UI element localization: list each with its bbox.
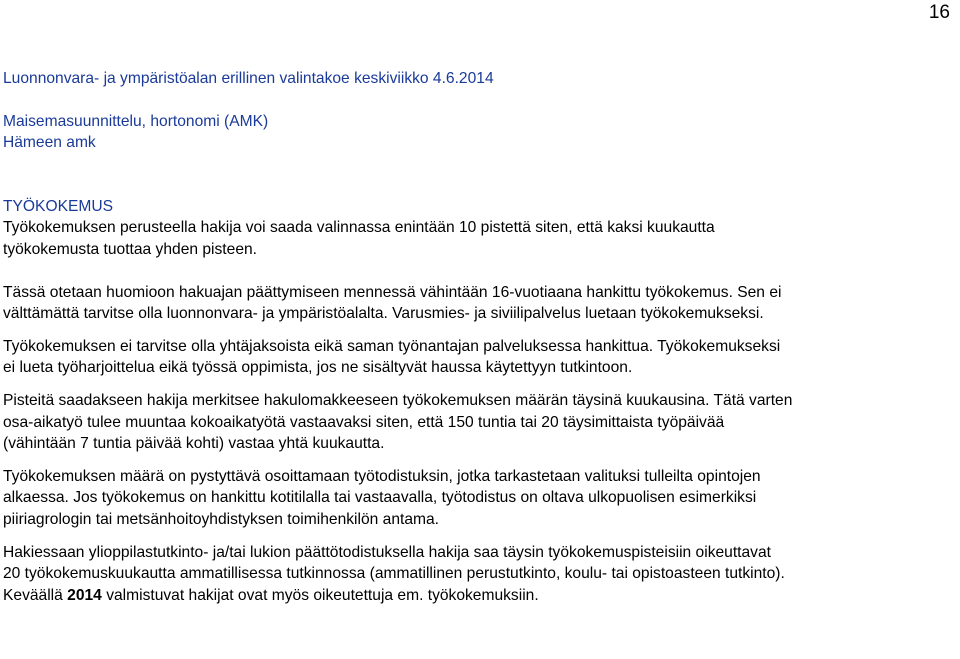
section-heading: TYÖKOKEMUS bbox=[3, 197, 114, 215]
paragraph-line: piiriagrologin tai metsänhoitoyhdistyksen toimihenkilön antama. bbox=[3, 510, 439, 528]
school-name: Hämeen amk bbox=[3, 134, 96, 152]
paragraph-line: välttämättä tarvitse olla luonnonvara- ja ympäristöalalta. Varusmies- ja siviilipalvelus luetaan työkokemukseksi. bbox=[3, 305, 764, 323]
paragraph-continuity bbox=[3, 336, 958, 379]
section-intro-line: työkokemusta tuottaa yhden pisteen. bbox=[3, 240, 257, 258]
page-number: 16 bbox=[928, 2, 950, 23]
paragraph-line: 20 työkokemuskuukautta ammatillisessa tutkinnossa (ammatillinen perustutkinto, koulu- tai opistoasteen tutkinto). bbox=[3, 565, 785, 583]
paragraph-line: (vähintään 7 tuntia päivää kohti) vastaa yhtä kuukautta. bbox=[3, 435, 385, 453]
section-intro-line: Työkokemuksen perusteella hakija voi saada valinnassa enintään 10 pistettä siten, että kaksi kuukautta bbox=[3, 219, 715, 237]
document-body bbox=[3, 68, 958, 606]
paragraph-matriculation bbox=[3, 542, 958, 607]
paragraph-line: Tässä otetaan huomioon hakuajan päättymiseen mennessä vähintään 16-vuotiaana hankittu työkokemus. Sen ei bbox=[3, 283, 782, 301]
program-name: Maisemasuunnittelu, hortonomi (AMK) bbox=[3, 112, 269, 130]
year-emphasis: 2014 bbox=[67, 586, 102, 604]
paragraph-certificates bbox=[3, 466, 958, 531]
paragraph-eligibility bbox=[3, 282, 958, 325]
spacer bbox=[3, 90, 958, 111]
paragraph-points bbox=[3, 390, 958, 455]
paragraph-line: Työkokemuksen ei tarvitse olla yhtäjaksoista eikä saman työnantajan palveluksessa hankittua. Työkokemukseksi bbox=[3, 337, 781, 355]
spacer bbox=[3, 531, 958, 542]
paragraph-line: Työkokemuksen määrä on pystyttävä osoittamaan työtodistuksin, jotka tarkastetaan valituksi tulleilta opintojen bbox=[3, 467, 761, 485]
paragraph-line bbox=[3, 585, 958, 607]
paragraph-line: Hakiessaan ylioppilastutkinto- ja/tai lukion päättötodistuksella hakija saa täysin työkokemuspisteisiin oikeuttavat bbox=[3, 543, 771, 561]
exam-title: Luonnonvara- ja ympäristöalan erillinen valintakoe keskiviikko 4.6.2014 bbox=[3, 70, 494, 87]
spacer bbox=[3, 455, 958, 466]
spacer bbox=[3, 261, 958, 282]
text-segment: valmistuvat hakijat ovat myös oikeutettuja em. työkokemuksiin. bbox=[101, 586, 539, 604]
paragraph-line: Pisteitä saadakseen hakija merkitsee hakulomakkeeseen työkokemuksen määrän täysinä kuukausina. Tätä varten bbox=[3, 391, 793, 409]
text-segment: Keväällä bbox=[3, 586, 68, 604]
paragraph-line: ei lueta työharjoittelua eikä työssä oppimista, jos ne sisältyvät haussa käytettyyn tutkintoon. bbox=[3, 359, 633, 377]
spacer bbox=[3, 379, 958, 390]
spacer bbox=[3, 325, 958, 336]
paragraph-line: osa-aikatyö tulee muuntaa kokoaikatyötä vastaavaksi siten, että 150 tuntia tai 20 täysimittaista työpäivää bbox=[3, 413, 725, 431]
paragraph-line: alkaessa. Jos työkokemus on hankittu kotitilalla tai vastaavalla, työtodistus on oltava ulkopuolisen esimerkiksi bbox=[3, 489, 757, 507]
spacer bbox=[3, 154, 958, 196]
